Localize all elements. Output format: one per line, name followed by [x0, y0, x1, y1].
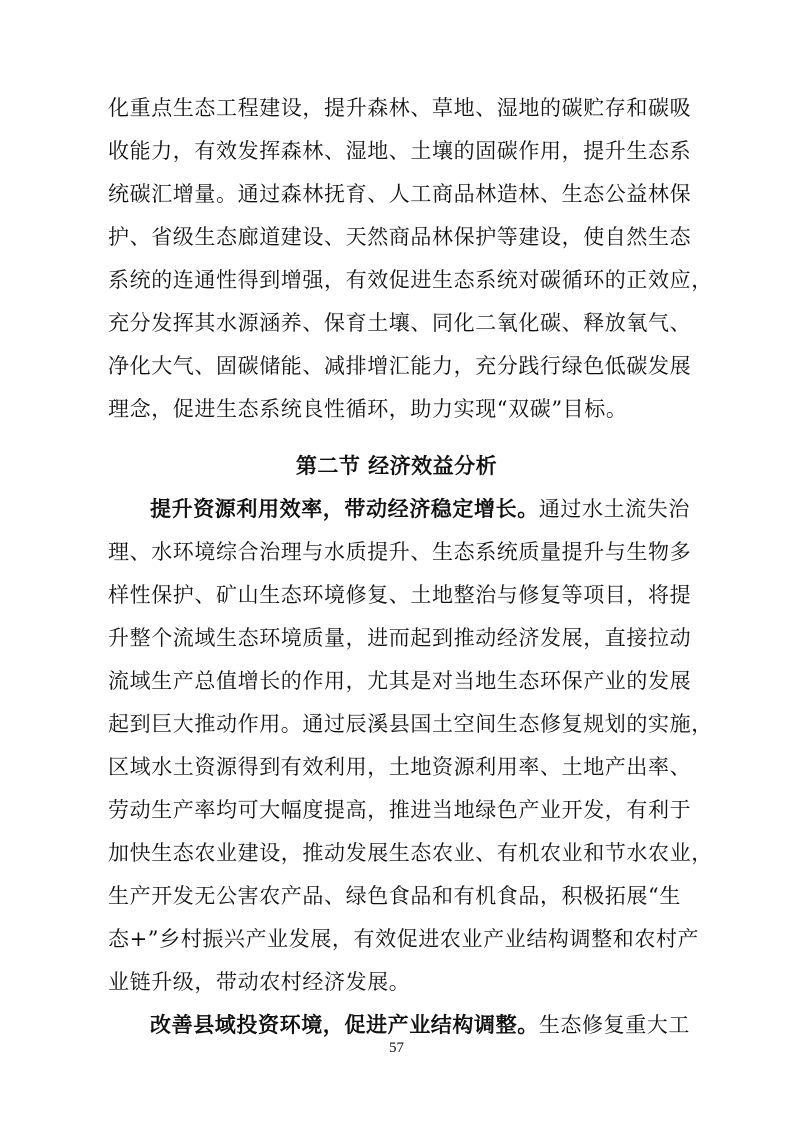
text-line: 区域水土资源得到有效利用，土地资源利用率、土地产出率、: [108, 755, 692, 779]
text-line: 化重点生态工程建设，提升森林、草地、湿地的碳贮存和碳吸: [108, 96, 692, 120]
text-run: 通过水土流失治: [538, 497, 691, 521]
text-line: 理念，促进生态系统良性循环，助力实现“双碳”目标。: [108, 397, 628, 421]
text-line: 升整个流域生态环境质量，进而起到推动经济发展，直接拉动: [108, 626, 692, 650]
text-line-first: [150, 496, 710, 522]
text-line: 净化大气、固碳储能、减排增汇能力，充分践行绿色低碳发展: [108, 354, 692, 378]
page-number: 57: [389, 1040, 404, 1056]
text-line: 收能力，有效发挥森林、湿地、土壤的固碳作用，提升生态系: [108, 139, 692, 163]
text-line: 护、省级生态廊道建设、天然商品林保护等建设，使自然生态: [108, 225, 692, 249]
text-line: 业链升级，带动农村经济发展。: [108, 970, 411, 994]
text-run: 生态修复重大工: [538, 1013, 691, 1037]
section-heading: 第二节 经济效益分析: [295, 454, 498, 478]
text-line: 理、水环境综合治理与水质提升、生态系统质量提升与生物多: [108, 540, 692, 564]
text-line-first: [150, 1012, 710, 1038]
paragraph-lead: 提升资源利用效率，带动经济稳定增长。: [150, 497, 539, 521]
text-line: 劳动生产率均可大幅度提高，推进当地绿色产业开发，有利于: [108, 798, 692, 822]
text-line: 流域生产总值增长的作用，尤其是对当地生态环保产业的发展: [108, 669, 692, 693]
text-line: 态+”乡村振兴产业发展，有效促进农业产业结构调整和农村产: [108, 927, 700, 951]
text-line: 起到巨大推动作用。通过辰溪县国土空间生态修复规划的实施，: [108, 712, 713, 736]
text-line: 样性保护、矿山生态环境修复、土地整治与修复等项目，将提: [108, 583, 692, 607]
text-line: 充分发挥其水源涵养、保育土壤、同化二氧化碳、释放氧气、: [108, 311, 692, 335]
paragraph-lead: 改善县域投资环境，促进产业结构调整。: [150, 1013, 539, 1037]
text-line: 统碳汇增量。通过森林抚育、人工商品林造林、生态公益林保: [108, 182, 692, 206]
text-line: 加快生态农业建设，推动发展生态农业、有机农业和节水农业，: [108, 841, 713, 865]
text-line: 系统的连通性得到增强，有效促进生态系统对碳循环的正效应，: [108, 268, 713, 292]
text-line: 生产开发无公害农产品、绿色食品和有机食品，积极拓展“生: [108, 884, 681, 908]
